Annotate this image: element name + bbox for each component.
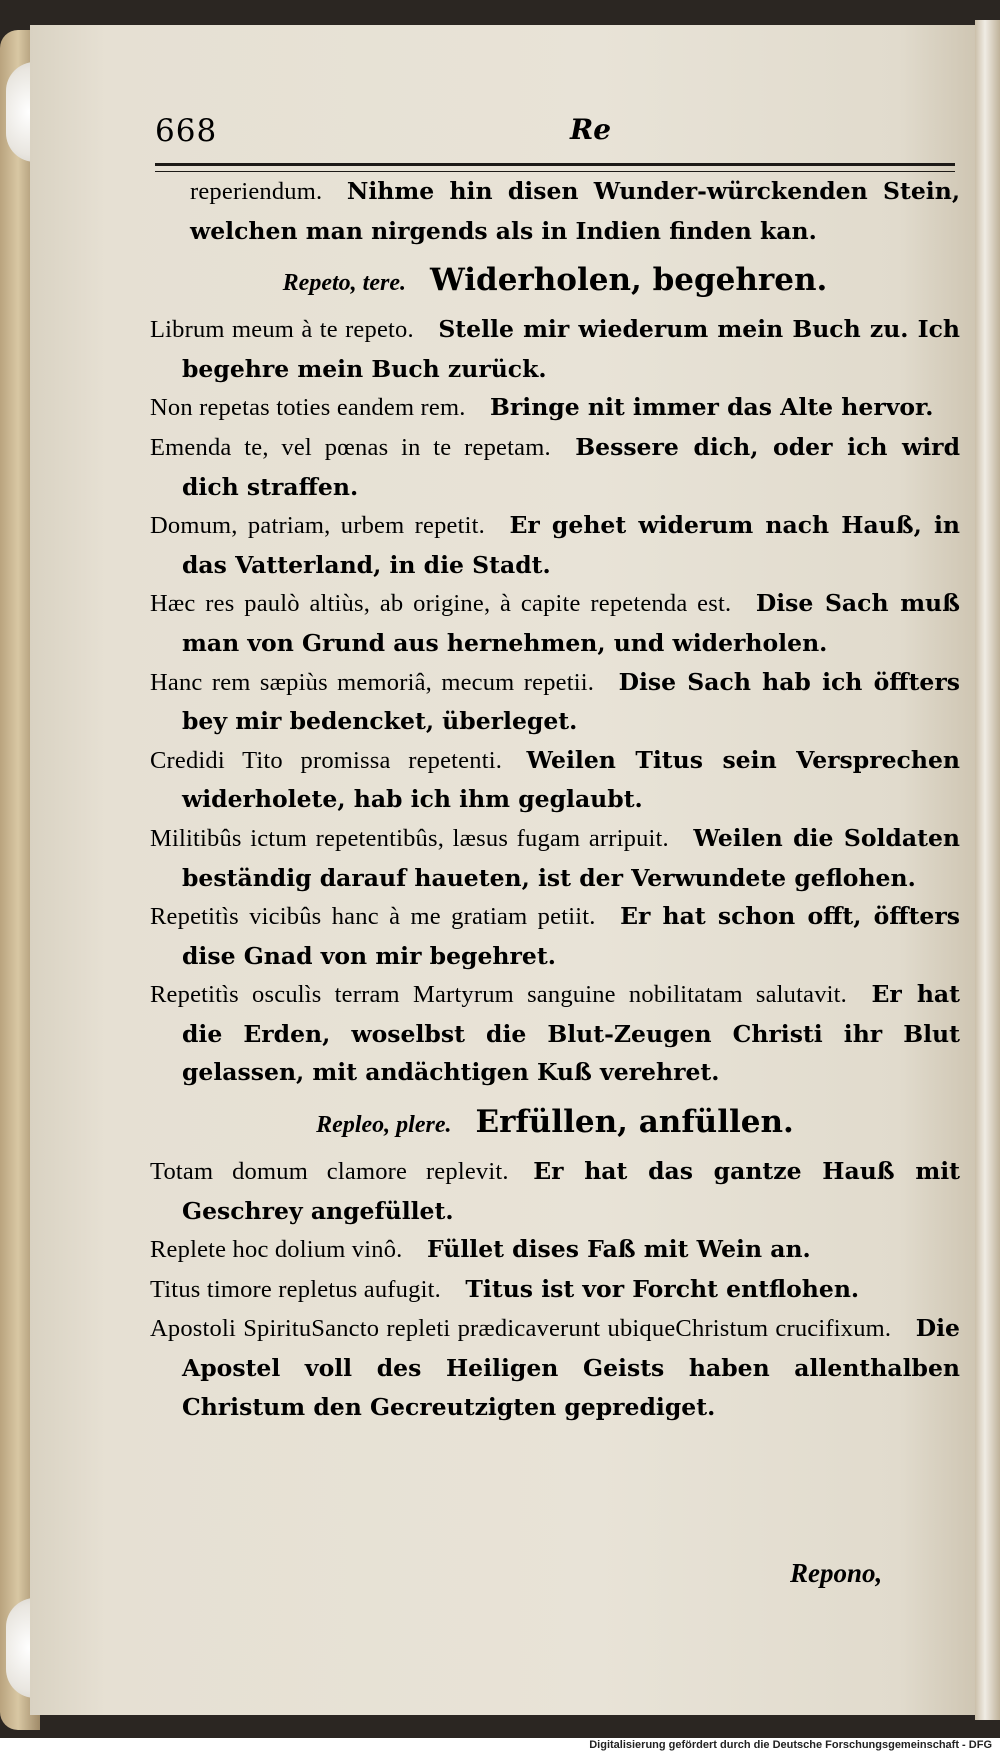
latin-phrase: reperiendum. [190, 178, 323, 205]
headword-line [150, 250, 960, 310]
german-translation: Bringe nit immer das Alte hervor. [490, 393, 934, 422]
german-translation: Stelle mir wiederum mein Buch zu. Ich begehre mein Buch zurück. [182, 315, 961, 383]
dictionary-entry [150, 1309, 960, 1426]
german-translation: Füllet dises Faß mit Wein an. [426, 1235, 811, 1264]
page-number: 668 [155, 113, 218, 149]
dictionary-entry [150, 172, 960, 250]
headword-line [150, 1092, 960, 1152]
running-head: Re [570, 113, 612, 146]
dictionary-entry [150, 310, 960, 388]
latin-phrase: Replete hoc dolium vinô. [150, 1236, 403, 1264]
german-translation: Die Apostel voll des Heiligen Geists haben allenthalben Christum den Gecreutzigten geprediget. [182, 1314, 960, 1421]
headword-lemma: Repleo, plere. [316, 1112, 452, 1139]
header-rule [155, 163, 955, 172]
latin-phrase: Militibûs ictum repetentibûs, læsus fugam arripuit. [150, 824, 669, 852]
german-translation: Er hat die Erden, woselbst die Blut-Zeugen Christi ihr Blut gelassen, mit andächtigen Kuß verehret. [182, 980, 960, 1087]
headword-gloss: Widerholen, begehren. [429, 262, 828, 299]
dictionary-entry [150, 1152, 960, 1230]
dictionary-entry [150, 1230, 960, 1270]
latin-phrase: Hanc rem sæpiùs memoriâ, mecum repetii. [150, 668, 595, 696]
latin-phrase: Emenda te, vel pœnas in te repetam. [150, 433, 551, 461]
dictionary-entry [150, 741, 960, 819]
latin-phrase: Domum, patriam, urbem repetit. [150, 512, 485, 540]
german-translation: Er hat schon offt, öffters dise Gnad von mir begehret. [182, 902, 960, 970]
german-translation: Weilen die Soldaten beständig darauf haueten, ist der Verwundete geflohen. [182, 823, 960, 892]
page-header [125, 85, 955, 149]
latin-phrase: Hæc res paulò altiùs, ab origine, à capite repetenda est. [150, 590, 732, 618]
latin-phrase: Totam domum clamore replevit. [150, 1158, 509, 1186]
dictionary-entry [150, 819, 960, 897]
digitization-credit: Digitalisierung gefördert durch die Deutsche Forschungsgemeinschaft - DFG [589, 1739, 992, 1751]
german-translation: Weilen Titus sein Versprechen widerholete, hab ich ihm geglaubt. [182, 745, 960, 814]
dictionary-entry [150, 1270, 960, 1310]
dictionary-entry [150, 584, 960, 662]
latin-phrase: Repetitìs osculìs terram Martyrum sanguine nobilitatam salutavit. [150, 981, 848, 1009]
dictionary-entry [150, 428, 960, 506]
latin-phrase: Librum meum à te repeto. [150, 316, 414, 344]
german-translation: Er hat das gantze Hauß mit Geschrey angefüllet. [182, 1157, 960, 1225]
latin-phrase: Titus timore repletus aufugit. [150, 1275, 441, 1303]
headword-gloss: Erfüllen, anfüllen. [475, 1104, 794, 1141]
catchword: Repono, [790, 1558, 883, 1588]
page-stack-edge [975, 20, 1000, 1720]
headword-lemma: Repeto, tere. [282, 270, 406, 297]
german-translation: Bessere dich, oder ich wird dich straffen. [182, 432, 960, 501]
german-translation: Dise Sach hab ich öffters bey mir bedencket, überleget. [182, 667, 960, 736]
dictionary-entry [150, 897, 960, 975]
latin-phrase: Apostoli SpirituSancto repleti prædicaverunt ubiqueChristum crucifixum. [150, 1315, 892, 1343]
german-translation: Er gehet widerum nach Hauß, in das Vatterland, in die Stadt. [182, 511, 960, 579]
dictionary-entry [150, 975, 960, 1092]
german-translation: Titus ist vor Forcht entflohen. [465, 1274, 860, 1303]
latin-phrase: Credidi Tito promissa repetenti. [150, 746, 503, 774]
german-translation: Dise Sach muß man von Grund aus hernehmen, und widerholen. [182, 589, 960, 657]
dictionary-text [150, 172, 960, 1426]
dictionary-entry [150, 388, 960, 428]
dictionary-entry [150, 663, 960, 741]
latin-phrase: Non repetas toties eandem rem. [150, 394, 466, 422]
latin-phrase: Repetitìs vicibûs hanc à me gratiam petiit. [150, 903, 596, 931]
german-translation: Nihme hin disen Wunder-würckenden Stein, welchen man nirgends als in Indien finden kan. [190, 177, 960, 245]
dictionary-entry [150, 506, 960, 584]
